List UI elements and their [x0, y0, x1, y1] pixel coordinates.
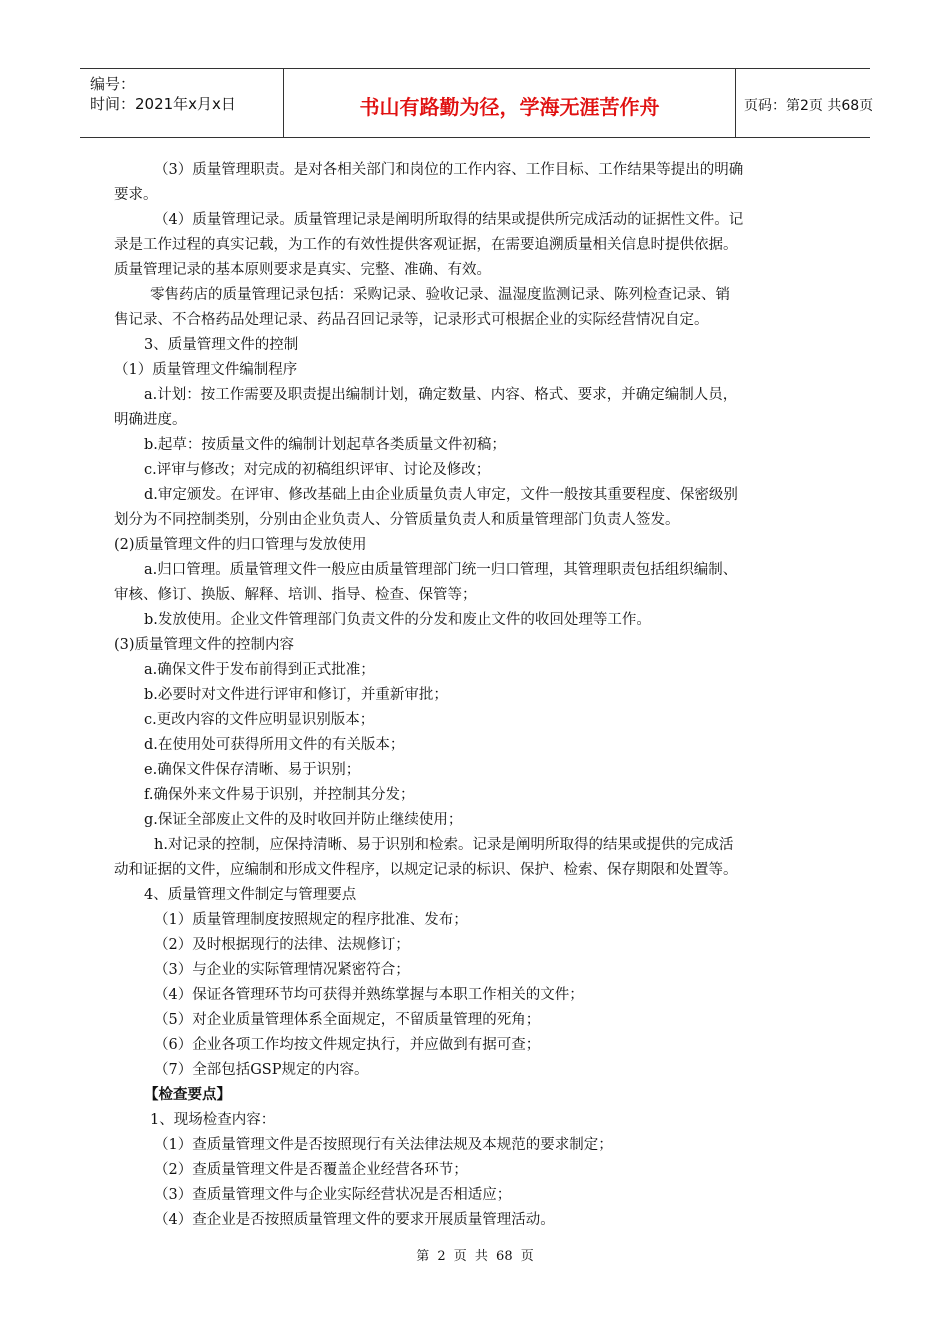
- paragraph-line: 动和证据的文件，应编制和形成文件程序，以规定记录的标识、保护、检索、保存期限和处置等。: [114, 862, 738, 878]
- paragraph-line: 零售药店的质量管理记录包括：采购记录、验收记录、温湿度监测记录、陈列检查记录、销: [150, 287, 730, 303]
- paragraph-line: c.评审与修改；对完成的初稿组织评审、讨论及修改；: [144, 462, 491, 478]
- list-item: （6）企业各项工作均按文件规定执行，并应做到有据可查；: [154, 1037, 541, 1053]
- paragraph-line: 质量管理记录的基本原则要求是真实、完整、准确、有效。: [114, 262, 491, 278]
- section-heading: 1、现场检查内容：: [150, 1112, 276, 1128]
- paragraph-line: d.审定颁发。在评审、修改基础上由企业质量负责人审定，文件一般按其重要程度、保密级别: [144, 487, 738, 503]
- paragraph-line: b.发放使用。企业文件管理部门负责文件的分发和废止文件的收回处理等工作。: [144, 612, 651, 628]
- list-item: （2）查质量管理文件是否覆盖企业经营各环节；: [154, 1162, 468, 1178]
- list-item: （2）及时根据现行的法律、法规修订；: [154, 937, 410, 953]
- subsection-heading: (3)质量管理文件的控制内容: [114, 637, 295, 653]
- list-item: （3）与企业的实际管理情况紧密符合；: [154, 962, 410, 978]
- section-heading: 3、质量管理文件的控制: [144, 337, 299, 353]
- list-item: a.确保文件于发布前得到正式批准；: [144, 662, 375, 678]
- subsection-heading: （1）质量管理文件编制程序: [114, 362, 298, 378]
- list-item: （1）质量管理制度按照规定的程序批准、发布；: [154, 912, 468, 928]
- paragraph-line: a.归口管理。质量管理文件一般应由质量管理部门统一归口管理，其管理职责包括组织编制、: [144, 562, 738, 578]
- document-date: 时间：2021年x月x日: [90, 95, 236, 113]
- paragraph-line: 录是工作过程的真实记载，为工作的有效性提供客观证据，在需要追溯质量相关信息时提供依据。: [114, 237, 738, 253]
- paragraph-line: 划分为不同控制类别，分别由企业负责人、分管质量负责人和质量管理部门负责人签发。: [114, 512, 680, 528]
- paragraph-line: （4）质量管理记录。质量管理记录是阐明所取得的结果或提供所完成活动的证据性文件。记: [154, 212, 744, 228]
- header-table: [80, 68, 874, 138]
- section-heading: 4、质量管理文件制定与管理要点: [144, 887, 357, 903]
- list-item: （7）全部包括GSP规定的内容。: [154, 1062, 369, 1078]
- page-footer: 第 2 页 共 68 页: [416, 1249, 534, 1264]
- list-item: （1）查质量管理文件是否按照现行有关法律法规及本规范的要求制定；: [154, 1137, 613, 1153]
- paragraph-line: 明确进度。: [114, 412, 187, 428]
- list-item: f.确保外来文件易于识别，并控制其分发；: [144, 787, 415, 803]
- page-number-label: 页码：第2页 共68页: [744, 98, 874, 114]
- paragraph-line: （3）质量管理职责。是对各相关部门和岗位的工作内容、工作目标、工作结果等提出的明确: [154, 162, 744, 178]
- list-item: （4）查企业是否按照质量管理文件的要求开展质量管理活动。: [154, 1212, 555, 1228]
- paragraph-line: 审核、修订、换版、解释、培训、指导、检查、保管等；: [114, 587, 477, 603]
- list-item: h.对记录的控制，应保持清晰、易于识别和检索。记录是阐明所取得的结果或提供的完成活: [154, 837, 734, 853]
- list-item: （3）查质量管理文件与企业实际经营状况是否相适应；: [154, 1187, 512, 1203]
- document-body: [114, 158, 838, 1233]
- list-item: d.在使用处可获得所用文件的有关版本；: [144, 737, 405, 753]
- list-item: b.必要时对文件进行评审和修订，并重新审批；: [144, 687, 448, 703]
- list-item: （4）保证各管理环节均可获得并熟练掌握与本职工作相关的文件；: [154, 987, 584, 1003]
- list-item: c.更改内容的文件应明显识别版本；: [144, 712, 375, 728]
- list-item: g.保证全部废止文件的及时收回并防止继续使用；: [144, 812, 463, 828]
- paragraph-line: b.起草：按质量文件的编制计划起草各类质量文件初稿；: [144, 437, 506, 453]
- header-right-cell: [735, 69, 874, 137]
- paragraph-line: a.计划：按工作需要及职责提出编制计划，确定数量、内容、格式、要求，并确定编制人员，: [144, 387, 738, 403]
- list-item: （5）对企业质量管理体系全面规定，不留质量管理的死角；: [154, 1012, 541, 1028]
- check-points-heading: 【检查要点】: [144, 1087, 231, 1103]
- header-center-cell: [283, 69, 736, 137]
- paragraph-line: 售记录、不合格药品处理记录、药品召回记录等，记录形式可根据企业的实际经营情况自定。: [114, 312, 709, 328]
- paragraph-line: 要求。: [114, 187, 158, 203]
- subsection-heading: (2)质量管理文件的归口管理与发放使用: [114, 537, 367, 553]
- motto-text: 书山有路勤为径，学海无涯苦作舟: [359, 95, 660, 119]
- list-item: e.确保文件保存清晰、易于识别；: [144, 762, 361, 778]
- header-left-cell: [80, 69, 283, 137]
- document-number: 编号：: [90, 75, 136, 93]
